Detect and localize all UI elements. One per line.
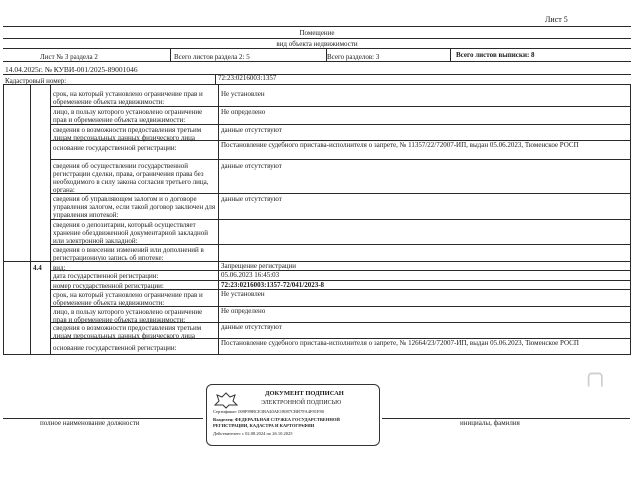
field-label: лицо, в пользу которого установлено ограничение прав и обременение объекта недвижимости: bbox=[53, 108, 203, 124]
field-value: Не определено bbox=[221, 108, 266, 116]
field-label: сведения о возможности предоставления третьим лицам персональных данных физического лица bbox=[53, 324, 202, 340]
field-value: Постановление судебного пристава-исполнителя о запрете, № 12664/23/72007-ИП, выдан 05.06.2023, Тюменское РОСП bbox=[221, 339, 579, 347]
total-sections: Всего разделов: 3 bbox=[327, 53, 380, 61]
field-label: сведения о депозитарии, который осуществляет хранение обездвиженной документарной закладной или электронной закладной: bbox=[53, 221, 209, 245]
rule bbox=[326, 48, 327, 61]
field-value: Постановление судебного пристава-исполнителя о запрете, № 11357/22/72007-ИП, выдан 05.06.2023, Тюменское РОСП bbox=[221, 141, 579, 149]
rule bbox=[50, 124, 630, 125]
position-label: полное наименование должности bbox=[40, 419, 140, 427]
rule bbox=[50, 322, 630, 323]
section-subtitle: вид объекта недвижимости bbox=[276, 40, 358, 48]
rule bbox=[450, 48, 451, 61]
rule bbox=[50, 219, 630, 220]
rule bbox=[170, 48, 171, 61]
rule bbox=[30, 84, 31, 354]
field-label: основание государственной регистрации: bbox=[53, 344, 177, 352]
field-label: сведения о возможности предоставления третьим лицам персональных данных физического лица bbox=[53, 126, 202, 142]
stamp-certificate: Сертификат: 009F89BCE3BA40AE18087CBB7FA4F81F80 bbox=[213, 409, 324, 414]
rule bbox=[3, 74, 631, 75]
extract-date-number: 14.04.2025г. № КУВИ-001/2025-89001046 bbox=[5, 65, 138, 74]
cadastral-label: Кадастровый номер: bbox=[5, 77, 67, 85]
field-label: дата государственной регистрации: bbox=[53, 272, 159, 280]
rule bbox=[3, 26, 631, 27]
watermark-mark: ╭╮ bbox=[582, 362, 609, 387]
stamp-owner-1: Владелец: ФЕДЕРАЛЬНАЯ СЛУЖБА ГОСУДАРСТВЕННОЙ bbox=[213, 417, 340, 422]
rule bbox=[50, 244, 630, 245]
field-value: Не определено bbox=[221, 307, 266, 315]
rule bbox=[50, 289, 630, 290]
rule bbox=[50, 159, 630, 160]
rule bbox=[3, 261, 631, 262]
rule bbox=[3, 354, 631, 355]
field-label: основание государственной регистрации: bbox=[53, 144, 177, 152]
field-value: данные отсутствуют bbox=[221, 162, 282, 170]
field-value: 05.06.2023 16:45:03 bbox=[221, 271, 280, 279]
field-label: сведения об управляющем залогом и о договоре управления залогом, если такой договор заключен для управления ипотекой: bbox=[53, 195, 216, 219]
stamp-owner-2: РЕГИСТРАЦИИ, КАДАСТРА И КАРТОГРАФИИ bbox=[213, 423, 315, 428]
sheet-number: Лист 5 bbox=[545, 15, 568, 24]
rule bbox=[630, 84, 631, 354]
signature-name-label: инициалы, фамилия bbox=[460, 419, 520, 427]
rule bbox=[50, 106, 630, 107]
field-label: срок, на который установлено ограничение прав и обременение объекта недвижимости: bbox=[53, 90, 203, 106]
stamp-line2: ЭЛЕКТРОННОЙ ПОДПИСЬЮ bbox=[261, 400, 342, 406]
total-sheets-section: Всего листов раздела 2: 5 bbox=[174, 53, 250, 61]
rule bbox=[50, 270, 630, 271]
field-value: данные отсутствуют bbox=[221, 126, 282, 134]
field-value: Запрещение регистрации bbox=[221, 262, 297, 270]
rule bbox=[50, 306, 630, 307]
field-value: данные отсутствуют bbox=[221, 195, 282, 203]
total-sheets-extract: Всего листов выписки: 8 bbox=[456, 51, 535, 59]
field-value: Не установлен bbox=[221, 90, 265, 98]
rule bbox=[3, 38, 631, 39]
sheet-no-section: Лист № 3 раздела 2 bbox=[40, 53, 98, 61]
stamp-line1: ДОКУМЕНТ ПОДПИСАН bbox=[265, 390, 344, 397]
entry-number: 4.4 bbox=[33, 264, 42, 272]
field-label: лицо, в пользу которого установлено ограничение прав и обременение объекта недвижимости: bbox=[53, 308, 203, 324]
field-value: данные отсутствуют bbox=[221, 323, 282, 331]
field-label: номер государственной регистрации: bbox=[53, 282, 164, 290]
field-label: срок, на который установлено ограничение прав и обременение объекта недвижимости: bbox=[53, 291, 203, 307]
rule bbox=[50, 280, 630, 281]
e-signature-stamp bbox=[206, 384, 380, 446]
field-label: сведения об осуществлении государственной регистрации сделки, права, ограничения права без необходимого в силу закона согласия третьего лица, органа: bbox=[53, 162, 209, 194]
emblem-icon bbox=[213, 391, 239, 409]
field-value: 72:23:0216003:1357-72/041/2023-8 bbox=[221, 281, 325, 289]
cadastral-number: 72:23:0216003:1357 bbox=[218, 74, 277, 82]
rule bbox=[3, 84, 631, 85]
rule bbox=[215, 74, 216, 84]
field-value: Не установлен bbox=[221, 290, 265, 298]
field-label: сведения о внесении изменений или дополнений в регистрационную запись об ипотеке: bbox=[53, 246, 204, 262]
field-label: вид: bbox=[53, 264, 66, 272]
rule bbox=[3, 48, 631, 49]
rule bbox=[50, 193, 630, 194]
rule bbox=[3, 61, 631, 62]
rule bbox=[3, 84, 4, 354]
stamp-valid: Действителен: с 02.08.2024 по 26.10.2025 bbox=[213, 431, 293, 436]
section-title: Помещение bbox=[299, 29, 335, 37]
